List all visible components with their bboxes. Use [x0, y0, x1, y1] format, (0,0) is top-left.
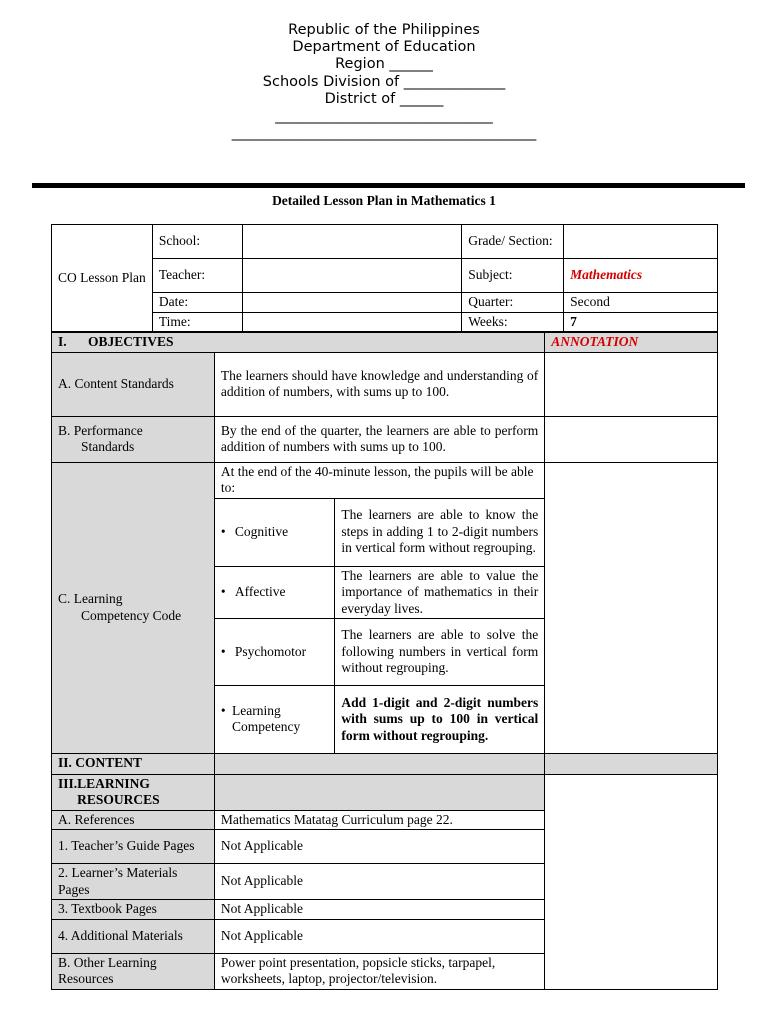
document-title: Detailed Lesson Plan in Mathematics 1	[272, 193, 496, 208]
performance-standards-label: B. Performance Standards	[52, 416, 215, 462]
domain-affective-text: The learners are able to value the importance of mathematics in their everyday lives.	[335, 566, 544, 619]
time-label: Time:	[152, 312, 242, 332]
domain-psychomotor-text: The learners are able to solve the following numbers in vertical form without regrouping.	[335, 619, 544, 686]
learners-materials-label: 2. Learner’s Materials Pages	[52, 864, 215, 900]
references-value: Mathematics Matatag Curriculum page 22.	[214, 810, 544, 830]
grade-section-value[interactable]	[564, 225, 718, 259]
textbook-pages-value: Not Applicable	[214, 900, 544, 920]
references-label: A. References	[52, 810, 215, 830]
teacher-label: Teacher:	[152, 259, 242, 293]
annotation-cell-learning-competency	[545, 462, 718, 753]
lesson-info-table	[51, 224, 718, 332]
domain-affective-label: • Affective	[215, 566, 335, 619]
header-divider	[32, 183, 745, 188]
domain-cognitive-text: The learners are able to know the steps in adding 1 to 2-digit numbers in vertical form without regrouping.	[335, 498, 544, 566]
bullet-icon: •	[220, 702, 226, 718]
learning-resources-heading: III. LEARNING RESOURCES	[52, 774, 215, 810]
annotation-cell-resources	[545, 774, 718, 989]
learning-competency-cell	[214, 462, 544, 753]
header-division: Schools Division of ______________	[262, 73, 506, 90]
lesson-plan-table	[51, 332, 718, 990]
annotation-cell-content	[545, 753, 718, 774]
date-value[interactable]	[242, 293, 461, 313]
bullet-icon: •	[220, 523, 226, 539]
other-resources-label: B. Other Learning Resources	[52, 953, 215, 989]
time-value[interactable]	[242, 312, 461, 332]
domain-cognitive-label: • Cognitive	[215, 498, 335, 566]
date-label: Date:	[152, 293, 242, 313]
performance-standards-text: By the end of the quarter, the learners are able to perform addition of numbers with sums up to 100.	[214, 416, 544, 462]
lc-intro: At the end of the 40-minute lesson, the pupils will be able to:	[215, 463, 544, 499]
school-value[interactable]	[242, 225, 461, 259]
teacher-value[interactable]	[242, 259, 461, 293]
objectives-heading	[52, 333, 545, 353]
weeks-value: 7	[564, 312, 718, 332]
grade-section-label: Grade/ Section:	[462, 225, 564, 259]
header-blank-line-2: __________________________________________	[231, 125, 537, 142]
other-resources-value: Power point presentation, popsicle sticks, tarpapel, worksheets, laptop, projector/television.	[214, 953, 544, 989]
weeks-label: Weeks:	[462, 312, 564, 332]
learning-competency-label: C. Learning Competency Code	[52, 462, 215, 753]
school-label: School:	[152, 225, 242, 259]
objectives-number: I.	[58, 334, 67, 349]
textbook-pages-label: 3. Textbook Pages	[52, 900, 215, 920]
co-lesson-plan-label: CO Lesson Plan	[52, 225, 153, 332]
annotation-cell-content-standards	[545, 352, 718, 416]
content-standards-text: The learners should have knowledge and understanding of addition of numbers, with sums up to 100.	[214, 352, 544, 416]
quarter-value: Second	[564, 293, 718, 313]
bullet-icon: •	[220, 643, 226, 659]
teachers-guide-value: Not Applicable	[214, 830, 544, 864]
annotation-heading: ANNOTATION	[545, 333, 718, 353]
learning-resources-value	[214, 774, 544, 810]
header-republic: Republic of the Philippines	[288, 22, 480, 38]
content-value	[214, 753, 544, 774]
annotation-cell-performance-standards	[545, 416, 718, 462]
additional-materials-label: 4. Additional Materials	[52, 919, 215, 953]
objectives-title: OBJECTIVES	[88, 334, 174, 349]
header-district: District of ______	[324, 90, 444, 107]
domain-learning-competency-text: Add 1-digit and 2-digit numbers with sums up to 100 in vertical form without regrouping.	[335, 686, 544, 753]
quarter-label: Quarter:	[462, 293, 564, 313]
domains-table	[215, 463, 544, 753]
learners-materials-value: Not Applicable	[214, 864, 544, 900]
subject-value: Mathematics	[564, 259, 718, 293]
header-department: Department of Education	[292, 39, 476, 56]
content-heading: II. CONTENT	[52, 753, 215, 774]
subject-label: Subject:	[462, 259, 564, 293]
domain-learning-competency-label: • Learning Competency	[215, 686, 335, 753]
teachers-guide-label: 1. Teacher’s Guide Pages	[52, 830, 215, 864]
header-blank-line-1: ______________________________	[275, 108, 493, 125]
content-standards-label: A. Content Standards	[52, 352, 215, 416]
additional-materials-value: Not Applicable	[214, 919, 544, 953]
document-header	[0, 22, 768, 142]
domain-psychomotor-label: • Psychomotor	[215, 619, 335, 686]
header-region: Region ______	[335, 56, 433, 73]
bullet-icon: •	[220, 584, 226, 599]
